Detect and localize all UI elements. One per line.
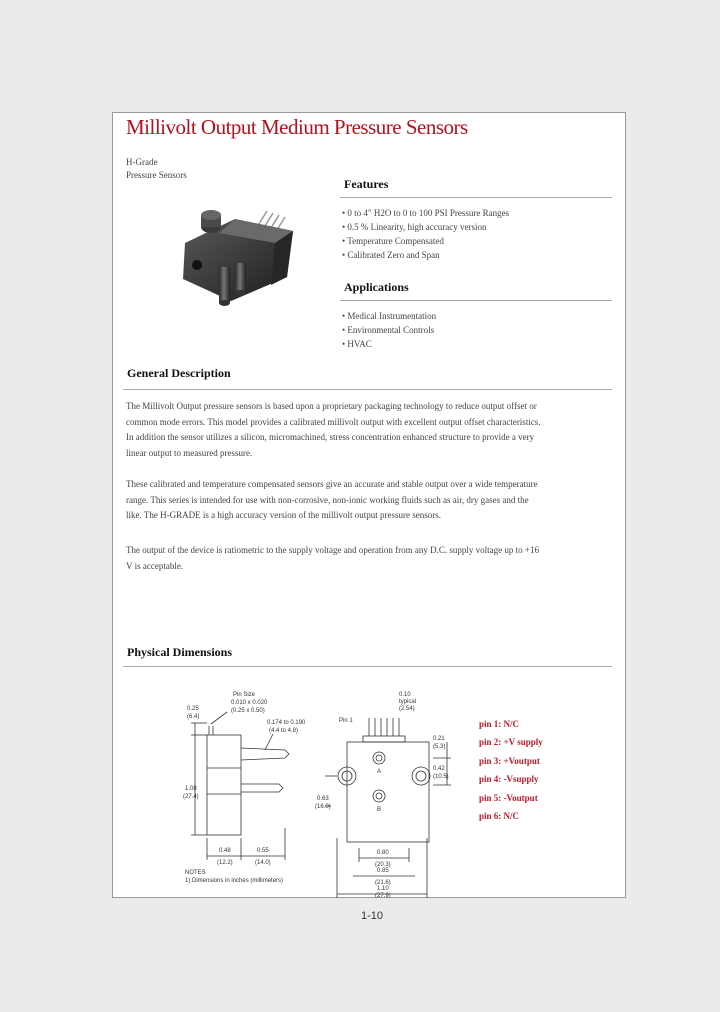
width110-in: 1.10: [377, 886, 389, 892]
dim042-in: 0.42: [433, 766, 445, 772]
width1-mm: (12.2): [217, 860, 233, 866]
datasheet-page: [112, 112, 626, 898]
pin-size-mm: (0.25 x 0.50): [231, 708, 265, 714]
width080-mm: (20.3): [375, 862, 391, 868]
applications-list: [342, 309, 436, 351]
height-mm: (27.4): [183, 794, 199, 800]
pitch-typ: typical: [399, 699, 417, 705]
side-dim-in: 0.63: [317, 796, 329, 802]
features-item: • Temperature Compensated: [342, 236, 444, 246]
width085-mm: (21.6): [375, 880, 391, 886]
applications-rule: [340, 300, 612, 301]
general-description-rule: [123, 389, 612, 390]
applications-item: • HVAC: [342, 339, 372, 349]
page-number: 1-10: [361, 910, 384, 922]
brand-subtitle: Pressure Sensors: [126, 170, 187, 180]
applications-item: • Medical Instrumentation: [342, 311, 437, 321]
port-dim-mm: (4.4 to 4.8): [269, 728, 299, 734]
dim021-in: 0.21: [433, 736, 445, 742]
description-paragraph: These calibrated and temperature compensated sensors give an accurate and stable output over a wide temperature range. This series is intended for use with non-corrosive, non-ionic working fluids such as air, dry gases and the like. The H-GRADE is a high accuracy version of the millivolt output pressure sensors.: [126, 479, 538, 520]
product-photo: [175, 205, 315, 325]
features-item: • Calibrated Zero and Span: [342, 250, 440, 260]
pin-assignment: pin 6: N/C: [479, 810, 520, 821]
pin-assignment: pin 4: -Vsupply: [479, 774, 539, 785]
width110-mm: (27.9): [375, 893, 391, 898]
physical-dimensions-rule: [123, 666, 612, 667]
dim-top-mm: (6.4): [187, 714, 200, 720]
width085-in: 0.85: [377, 868, 389, 874]
description-paragraph: The Millivolt Output pressure sensors is based upon a proprietary packaging technology to reduce output offset or common mode errors. This model provides a calibrated millivolt output with excellent output offset characteristics. In addition the sensor utilizes a silicon, micromachined, stress concentration enhanced structure to provide a very linear output to measured pressure.: [126, 401, 541, 458]
port-dim-in: 0.174 to 0.190: [267, 720, 306, 726]
front-view-drawing: [315, 688, 465, 898]
dim-top-in: 0.25: [187, 706, 199, 712]
pitch-mm: (2.54): [399, 706, 415, 712]
dim021-mm: (5.3): [433, 744, 446, 750]
dim042-mm: (10.5): [433, 774, 449, 780]
width1-in: 0.48: [219, 848, 231, 854]
pin-assignment: pin 5: -Voutput: [479, 792, 538, 803]
pin-size-in: 0.010 x 0.020: [231, 700, 268, 706]
notes-label: NOTES: [185, 870, 206, 876]
height-in: 1.08: [185, 786, 197, 792]
pin1-label: Pin 1: [339, 718, 353, 724]
side-dim-mm: (16.0): [315, 804, 331, 810]
pitch-in: 0.10: [399, 692, 411, 698]
pin-assignment-list: [479, 718, 543, 828]
page-title: Millivolt Output Medium Pressure Sensors: [126, 115, 468, 139]
pin-assignment: pin 2: +V supply: [479, 737, 543, 748]
features-heading: Features: [344, 177, 389, 191]
port-a-label: A: [377, 769, 382, 775]
pin-assignment: pin 3: +Voutput: [479, 755, 540, 766]
applications-heading: Applications: [344, 280, 409, 294]
width2-in: 0.55: [257, 848, 269, 854]
features-rule: [340, 197, 612, 198]
physical-dimensions-heading: Physical Dimensions: [127, 645, 233, 659]
features-item: • 0 to 4" H2O to 0 to 100 PSI Pressure Ranges: [342, 208, 510, 218]
pin-size-label: Pin Size: [233, 692, 256, 698]
brand-label: H-Grade: [126, 157, 158, 167]
width2-mm: (14.0): [255, 860, 271, 866]
features-item: • 0.5 % Linearity, high accuracy version: [342, 222, 487, 232]
pin-assignment: pin 1: N/C: [479, 719, 520, 729]
port-b-label: B: [377, 807, 382, 813]
notes-text: 1) Dimensions in inches (millimeters): [185, 878, 284, 884]
width080-in: 0.80: [377, 850, 389, 856]
features-list: [342, 206, 509, 262]
description-paragraph: The output of the device is ratiometric to the supply voltage and operation from any D.C. supply voltage up to +16 V is acceptable.: [126, 545, 539, 571]
applications-item: • Environmental Controls: [342, 325, 435, 335]
general-description-heading: General Description: [127, 366, 231, 380]
